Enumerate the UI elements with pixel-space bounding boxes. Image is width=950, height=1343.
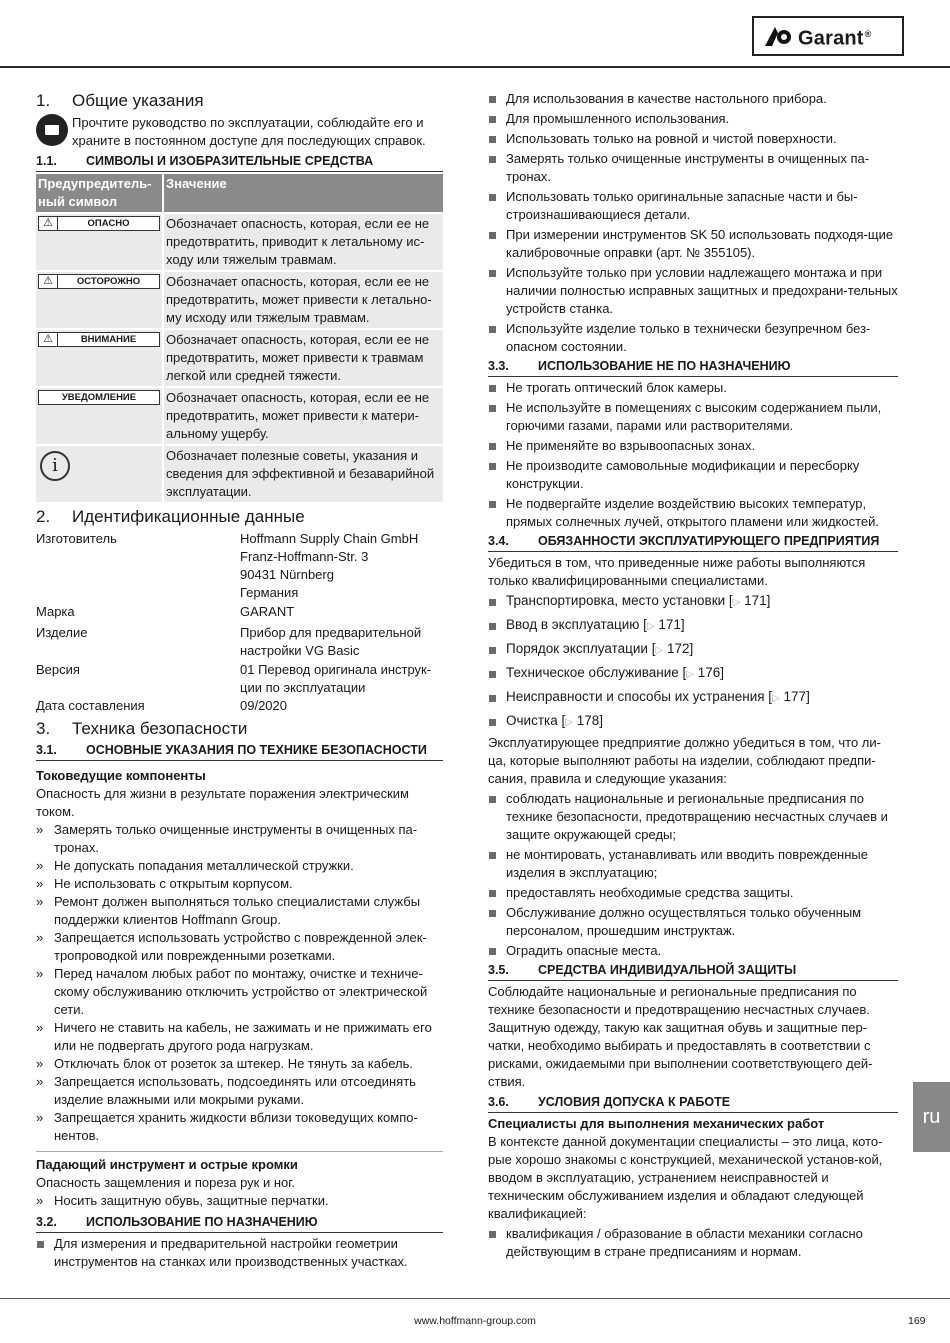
identification-table bbox=[36, 530, 443, 715]
warning-triangle-icon: ⚠ bbox=[39, 217, 58, 230]
list-item: Техническое обслуживание [▷ 176] bbox=[488, 662, 898, 686]
arrow-right-icon: ▷ bbox=[732, 597, 741, 608]
misuse-list bbox=[488, 379, 898, 531]
falling-list bbox=[36, 1192, 443, 1210]
list-item: Не подвергайте изделие воздействию высоких температур, прямых солнечных лучей, открытого пламени или жидкостей. bbox=[488, 495, 898, 531]
list-item: » Не использовать с открытым корпусом. bbox=[36, 875, 443, 893]
list-item: Транспортировка, место установки [▷ 171] bbox=[488, 590, 898, 614]
arrow-right-icon: ▷ bbox=[565, 717, 573, 728]
list-item: Не трогать оптический блок камеры. bbox=[488, 379, 898, 397]
section-3-1-heading: 3.1. ОСНОВНЫЕ УКАЗАНИЯ ПО ТЕХНИКЕ БЕЗОПАСНОСТИ bbox=[36, 742, 443, 761]
page-link[interactable]: 177 bbox=[783, 689, 807, 704]
garant-logo bbox=[752, 16, 904, 56]
table-row: Дата составления 09/2020 bbox=[36, 698, 287, 713]
list-item: Не используйте в помещениях с высоким содержанием пыли, горючими газами, парами или растворителями. bbox=[488, 399, 898, 435]
warning-triangle-icon: ⚠ bbox=[39, 333, 58, 346]
table-row: i Обозначает полезные советы, указания и сведения для эффективной и безаварийной эксплуатации. bbox=[36, 445, 443, 502]
section-3-3-heading: 3.3. ИСПОЛЬЗОВАНИЕ НЕ ПО НАЗНАЧЕНИЮ bbox=[488, 358, 898, 377]
page-link[interactable]: 176 bbox=[697, 665, 721, 680]
list-item: Для использования в качестве настольного прибора. bbox=[488, 90, 898, 108]
symbols-table bbox=[36, 174, 443, 502]
list-item: Используйте изделие только в технически безупречном без-опасном состоянии. bbox=[488, 320, 898, 356]
divider bbox=[36, 1151, 443, 1152]
right-column: Для использования в качестве настольного прибора. Для промышленного использования. Использовать только на ровной и чистой поверхности. Замерять только очищенные инструменты в очищенных па-тронах. Использовать только оригинальные запасные части и бы-строизнашивающиеся детали. При измерении инструментов SK 50 использовать подходя-щие калибровочные оправки (арт. № 355105). Используйте только при условии надлежащего монтажа и при наличии полностью исправных защитных и предохрани-тельных устройств станка. Используйте изделие только в технически безупречном без-опасном состоянии. 3.3. ИСПОЛЬЗОВАНИЕ НЕ ПО НАЗНАЧЕНИЮ Не трогать оптический блок камеры. Не используйте в помещениях с высоким содержанием пыли, горючими газами, парами или растворителями. Не применяйте во взрывоопасных зонах. Не производите самовольные модификации и пересборку конструкции. Не подвергайте изделие воздействию высоких температур, прямых солнечных лучей, открытого пламени или жидкостей. 3.4. ОБЯЗАННОСТИ ЭКСПЛУАТИРУЮЩЕГО ПРЕДПРИЯТИЯ Убедиться в том, что приведенные ниже работы выполняются только квалифицированными специалистами. Транспортировка, место установки [▷ 171] Ввод в эксплуатацию [▷ 171] Порядок эксплуатации [▷ 172] Техническое обслуживание [▷ 176] Неисправности и способы их устранения [▷ 177] Очистка [▷ 178] Эксплуатирующее предприятие должно убедиться в том, что ли-ца, которые выполняют работы на изделии, соблюдают предпи-сания, правила и следующие указания: соблюдать национальные и региональные предписания по технике безопасности, предотвращению несчастных случаев и защите окружающей среды; не монтировать, устанавливать или вводить поврежденные изделия в эксплуатацию; предоставлять необходимые средства защиты. Обслуживание должно осуществляться только обученным персоналом, прошедшим инструктаж. Оградить опасные места. 3.5. СРЕДСТВА ИНДИВИДУАЛЬНОЙ ЗАЩИТЫ Соблюдайте национальные и региональные предписания по технике безопасности и предотвращению несчастных случаев. Защитную одежду, такую как защитная обувь и защитные пер-чатки, необходимо выбирать и предоставлять в соответствии с рисками, ожидаемыми при выполнении соответствующего дей-ствия. 3.6. УСЛОВИЯ ДОПУСКА К РАБОТЕ Специалисты для выполнения механических работ В контексте данной документации специалисты – это лица, кото-рые хорошо знакомы с конструкцией, механической установ-кой, вводом в эксплуатацию, устранением неисправностей и техническим обслуживанием изделия и обладают следующей квалификацией: квалификация / образование в области механики согласно действующим в стране предписаниям и нормам. bbox=[488, 91, 898, 1259]
arrow-right-icon: ▷ bbox=[686, 669, 694, 680]
list-item: Обслуживание должно осуществляться только обученным персоналом, прошедшим инструктаж. bbox=[488, 904, 898, 940]
list-item: Замерять только очищенные инструменты в очищенных па-тронах. bbox=[488, 150, 898, 186]
page-link[interactable]: 171 bbox=[744, 593, 767, 608]
list-item: При измерении инструментов SK 50 использовать подходя-щие калибровочные оправки (арт. № 355105). bbox=[488, 226, 898, 262]
table-row: Изготовитель Hoffmann Supply Chain GmbH Franz-Hoffmann-Str. 3 90431 Nürnberg Германия bbox=[36, 531, 419, 600]
section-3-heading: 3. Техника безопасности bbox=[36, 719, 248, 738]
symbols-header-meaning: Значение bbox=[163, 174, 443, 213]
list-item: » Отключать блок от розеток за штекер. Не тянуть за кабель. bbox=[36, 1055, 443, 1073]
section-1-1-heading: 1.1. СИМВОЛЫ И ИЗОБРАЗИТЕЛЬНЫЕ СРЕДСТВА bbox=[36, 153, 443, 172]
section-1-heading: 1. Общие указания bbox=[36, 91, 204, 110]
header-rule bbox=[0, 66, 950, 68]
section-3-5-heading: 3.5. СРЕДСТВА ИНДИВИДУАЛЬНОЙ ЗАЩИТЫ bbox=[488, 962, 898, 981]
caution-badge: ⚠ ВНИМАНИЕ bbox=[38, 332, 160, 347]
list-item: Используйте только при условии надлежащего монтажа и при наличии полностью исправных защитных и предохрани-тельных устройств станка. bbox=[488, 264, 898, 318]
section-3-6-heading: 3.6. УСЛОВИЯ ДОПУСКА К РАБОТЕ bbox=[488, 1094, 898, 1113]
warning-triangle-icon: ⚠ bbox=[39, 275, 58, 288]
list-item: не монтировать, устанавливать или вводить поврежденные изделия в эксплуатацию; bbox=[488, 846, 898, 882]
garant-logo-icon bbox=[764, 25, 794, 47]
list-item: Для промышленного использования. bbox=[488, 110, 898, 128]
read-manual-note: Прочтите руководство по эксплуатации, соблюдайте его и храните в постоянном доступе для последующих справок. bbox=[36, 114, 443, 150]
list-item: Порядок эксплуатации [▷ 172] bbox=[488, 638, 898, 662]
list-item: Неисправности и способы их устранения [▷ 177] bbox=[488, 686, 898, 710]
page-link[interactable]: 178 bbox=[576, 713, 600, 728]
list-item: Не производите самовольные модификации и пересборку конструкции. bbox=[488, 457, 898, 493]
section-3-2-heading: 3.2. ИСПОЛЬЗОВАНИЕ ПО НАЗНАЧЕНИЮ bbox=[36, 1214, 443, 1233]
left-column: 1. Общие указания Прочтите руководство по эксплуатации, соблюдайте его и храните в постоянном доступе для последующих справок. 1.1. СИМВОЛЫ И ИЗОБРАЗИТЕЛЬНЫЕ СРЕДСТВА Предупредитель-ный символ Значение ⚠ ОПАСНО Обозначает опасность, которая, если ее не предотвратить, приводит к летальному ис-ходу или тяжелым травмам. ⚠ ОСТОРОЖНО Обозначает опасность, которая, если ее не предотвратить, может привести к летально-му исходу или тяжелым травмам. ⚠ ВНИМАНИЕ Обозначает опасность, которая, если ее не предотвратить, может привести к травмам легкой или средней тяжести. УВЕДОМЛЕНИЕ Обозначает опасность, которая, если ее не предотвратить, может привести к матери-альному ущербу. i Обозначает полезные советы, указания и сведения для эффективной и безаварийной эксплуатации. 2. Идентификационные данные Изготовитель Hoffmann Supply Chain GmbH Franz-Hoffmann-Str. 3 90431 Nürnberg Германия Марка GARANT Изделие Прибор для предварительной настройки VG Basic Версия 01 Перевод оригинала инструк- ции по эксплуатации Дата составления 09/2020 3. Техника безопасности 3.1. ОСНОВНЫЕ УКАЗАНИЯ ПО ТЕХНИКЕ БЕЗОПАСНОСТИ Токоведущие компоненты Опасность для жизни в результате поражения электрическим током. » Замерять только очищенные инструменты в очищенных па-тронах. » Не допускать попадания металлической стружки. » Не использовать с открытым корпусом. » Ремонт должен выполняться только специалистами службы поддержки клиентов Hoffmann Group. » Запрещается использовать устройство с поврежденной элек-тропроводкой или поврежденными розетками. » Перед началом любых работ по монтажу, очистке и техниче-скому обслуживанию отключить устройство от электрической сети. » Ничего не ставить на кабель, не зажимать и не прижимать его или не подвергать другого рода нагрузкам. » Отключать блок от розеток за штекер. Не тянуть за кабель. » Запрещается использовать, подсоединять или отсоединять изделие влажными или мокрыми руками. » Запрещается хранить жидкости вблизи токоведущих компо-нентов. Падающий инструмент и острые кромки Опасность защемления и пореза рук и ног. » Носить защитную обувь, защитные перчатки. 3.2. ИСПОЛЬЗОВАНИЕ ПО НАЗНАЧЕНИЮ Для измерения и предварительной настройки геометрии инструментов на станках или производственных участках. bbox=[36, 90, 443, 1271]
arrow-right-icon: ▷ bbox=[646, 621, 655, 632]
operator-duties-list bbox=[488, 790, 898, 960]
electric-subheading: Токоведущие компоненты bbox=[36, 768, 206, 783]
list-item: » Запрещается хранить жидкости вблизи токоведущих компо-нентов. bbox=[36, 1109, 443, 1145]
cross-reference-list bbox=[488, 590, 898, 734]
table-row: ⚠ ОСТОРОЖНО Обозначает опасность, которая, если ее не предотвратить, может привести к летально-му исходу или тяжелым травмам. bbox=[36, 271, 443, 329]
list-item: Использовать только на ровной и чистой поверхности. bbox=[488, 130, 898, 148]
list-item: » Запрещается использовать, подсоединять или отсоединять изделие влажными или мокрыми руками. bbox=[36, 1073, 443, 1109]
list-item: » Замерять только очищенные инструменты в очищенных па-тронах. bbox=[36, 821, 443, 857]
page-link[interactable]: 172 bbox=[666, 641, 690, 656]
table-row: Версия 01 Перевод оригинала инструк- ции по эксплуатации bbox=[36, 662, 432, 695]
garant-logo-text: Garant® bbox=[798, 27, 872, 50]
read-manual-icon bbox=[36, 114, 68, 146]
list-item: » Носить защитную обувь, защитные перчатки. bbox=[36, 1192, 443, 1210]
list-item: Не применяйте во взрывоопасных зонах. bbox=[488, 437, 898, 455]
list-item: квалификация / образование в области механики согласно действующим в стране предписаниям и нормам. bbox=[488, 1225, 898, 1261]
mechanical-specialists-subheading: Специалисты для выполнения механических работ bbox=[488, 1116, 825, 1131]
list-item: » Ничего не ставить на кабель, не зажимать и не прижимать его или не подвергать другого рода нагрузкам. bbox=[36, 1019, 443, 1055]
qualification-list bbox=[488, 1225, 898, 1261]
list-item: Для измерения и предварительной настройки геометрии инструментов на станках или производственных участках. bbox=[36, 1235, 443, 1271]
table-row: Марка GARANT bbox=[36, 604, 295, 619]
table-row: ⚠ ОПАСНО Обозначает опасность, которая, если ее не предотвратить, приводит к летальному ис-ходу или тяжелым травмам. bbox=[36, 213, 443, 271]
list-item: » Запрещается использовать устройство с поврежденной элек-тропроводкой или поврежденными розетками. bbox=[36, 929, 443, 965]
list-item: Оградить опасные места. bbox=[488, 942, 898, 960]
electric-list bbox=[36, 821, 443, 1145]
list-item: Очистка [▷ 178] bbox=[488, 710, 898, 734]
table-row: УВЕДОМЛЕНИЕ Обозначает опасность, которая, если ее не предотвратить, может привести к матери-альному ущербу. bbox=[36, 387, 443, 445]
footer-url: www.hoffmann-group.com bbox=[414, 1315, 536, 1327]
page-link[interactable]: 171 bbox=[658, 617, 681, 632]
danger-badge: ⚠ ОПАСНО bbox=[38, 216, 160, 231]
list-item: » Не допускать попадания металлической стружки. bbox=[36, 857, 443, 875]
language-tab: ru bbox=[913, 1082, 950, 1152]
list-item: предоставлять необходимые средства защиты. bbox=[488, 884, 898, 902]
list-item: Ввод в эксплуатацию [▷ 171] bbox=[488, 614, 898, 638]
intended-use-list-right bbox=[488, 90, 898, 356]
table-row: Изделие Прибор для предварительной настройки VG Basic bbox=[36, 625, 422, 658]
warning-badge: ⚠ ОСТОРОЖНО bbox=[38, 274, 160, 289]
section-3-4-heading: 3.4. ОБЯЗАННОСТИ ЭКСПЛУАТИРУЮЩЕГО ПРЕДПРИЯТИЯ bbox=[488, 533, 898, 552]
symbols-header-symbol: Предупредитель-ный символ bbox=[36, 174, 163, 213]
footer-rule bbox=[0, 1298, 950, 1299]
list-item: » Перед началом любых работ по монтажу, очистке и техниче-скому обслуживанию отключить устройство от электрической сети. bbox=[36, 965, 443, 1019]
info-icon: i bbox=[40, 451, 70, 481]
list-item: соблюдать национальные и региональные предписания по технике безопасности, предотвращению несчастных случаев и защите окружающей среды; bbox=[488, 790, 898, 844]
list-item: Использовать только оригинальные запасные части и бы-строизнашивающиеся детали. bbox=[488, 188, 898, 224]
notice-badge: УВЕДОМЛЕНИЕ bbox=[38, 390, 160, 405]
arrow-right-icon: ▷ bbox=[655, 645, 664, 656]
list-item: » Ремонт должен выполняться только специалистами службы поддержки клиентов Hoffmann Group. bbox=[36, 893, 443, 929]
falling-subheading: Падающий инструмент и острые кромки bbox=[36, 1157, 298, 1172]
arrow-right-icon: ▷ bbox=[772, 693, 780, 704]
section-2-heading: 2. Идентификационные данные bbox=[36, 507, 305, 526]
intended-use-list-left bbox=[36, 1235, 443, 1271]
page-number: 169 bbox=[908, 1315, 926, 1327]
table-row: ⚠ ВНИМАНИЕ Обозначает опасность, которая, если ее не предотвратить, может привести к травмам легкой или средней тяжести. bbox=[36, 329, 443, 387]
